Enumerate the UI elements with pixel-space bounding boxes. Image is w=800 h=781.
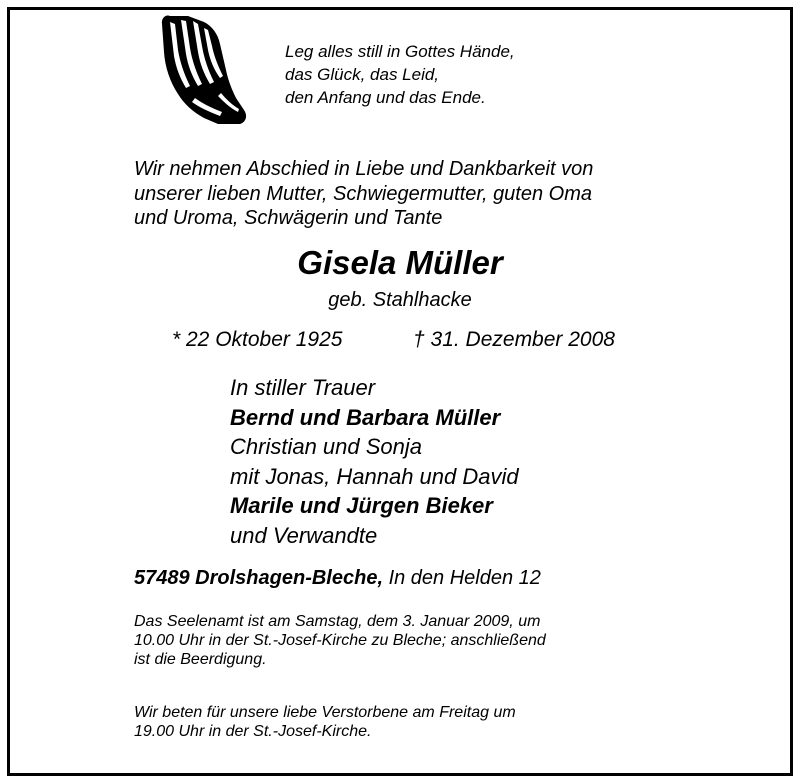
address-place: 57489 Drolshagen-Bleche, (134, 567, 383, 589)
mourners-list (230, 373, 519, 550)
service-note-line: ist die Beerdigung. (134, 651, 267, 668)
death-date: † 31. Dezember 2008 (413, 328, 615, 351)
motto-line: Leg alles still in Gottes Hände, (285, 42, 515, 61)
mourner-line: und Verwandte (230, 522, 378, 548)
prayer-note (134, 703, 516, 741)
motto-verse (285, 40, 515, 109)
prayer-note-line: 19.00 Uhr in der St.-Josef-Kirche. (134, 723, 372, 740)
intro-line: und Uroma, Schwägerin und Tante (134, 207, 443, 229)
birth-date: * 22 Oktober 1925 (172, 328, 343, 351)
address-street: In den Helden 12 (388, 567, 541, 589)
farewell-intro (134, 157, 593, 231)
family-address (134, 568, 541, 588)
birth-name: geb. Stahlhacke (328, 289, 472, 311)
mourner-line: Bernd und Barbara Müller (230, 404, 501, 430)
service-note (134, 612, 546, 669)
mourner-line: Christian und Sonja (230, 434, 423, 459)
intro-line: unserer lieben Mutter, Schwiegermutter, guten Oma (134, 182, 593, 205)
intro-line: Wir nehmen Abschied in Liebe und Dankbarkeit von (134, 158, 594, 180)
service-note-line: 10.00 Uhr in der St.-Josef-Kirche zu Bleche; anschließend (134, 632, 546, 649)
mourners-intro: In stiller Trauer (230, 375, 376, 400)
mourner-line: Marile und Jürgen Bieker (230, 493, 493, 518)
motto-line: den Anfang und das Ende. (285, 88, 486, 107)
mourner-line: mit Jonas, Hannah und David (230, 463, 519, 489)
motto-line: das Glück, das Leid, (285, 65, 440, 84)
deceased-name: Gisela Müller (297, 244, 503, 281)
service-note-line: Das Seelenamt ist am Samstag, dem 3. Januar 2009, um (134, 613, 541, 630)
prayer-note-line: Wir beten für unsere liebe Verstorbene am Freitag um (134, 704, 516, 721)
praying-hands-icon (148, 12, 260, 127)
